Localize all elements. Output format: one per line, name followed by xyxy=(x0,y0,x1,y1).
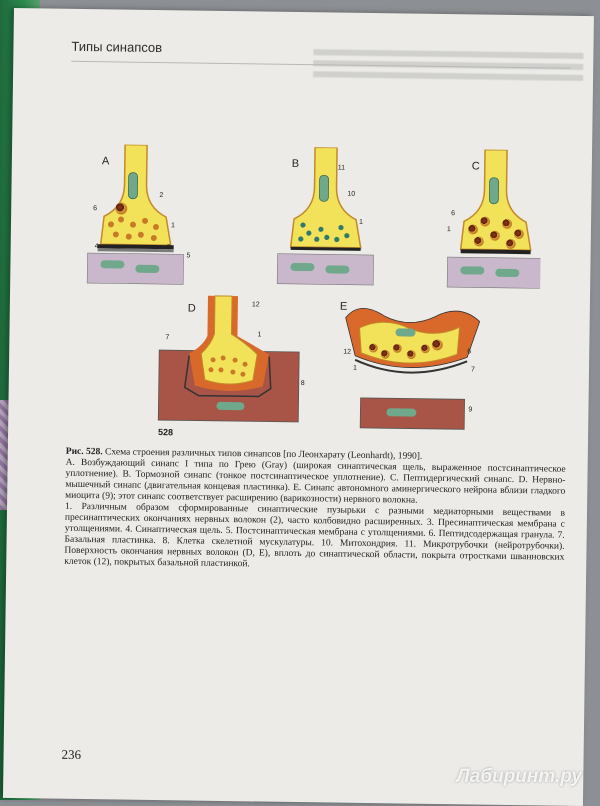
panel-c xyxy=(446,149,542,288)
panel-label-c: C xyxy=(471,160,480,173)
plate-number: 528 xyxy=(158,427,174,438)
panel-e xyxy=(338,301,480,430)
label-e-7: 7 xyxy=(470,366,475,374)
label-a-6: 6 xyxy=(93,205,98,213)
label-d-12: 12 xyxy=(251,301,260,309)
label-a-4: 4 xyxy=(94,243,99,251)
panel-b xyxy=(277,147,375,285)
label-b-11: 11 xyxy=(337,164,346,172)
caption-paragraph-1: A. Возбуждающий синапс I типа по Грею (Gray) (широкая синаптическая щель, выраженное постсинаптическое уплотнение). B. Тормозной синапс (тонкое постсинаптическое уплотнение). C. Пептидергический синапс. D. Нервно-мышечный синапс (двигательная концевая пластинка). E. Синапс автономного аминергического нейрона вблизи гладкого миоцита (9); этот синапс соответствует расширению (варикозности) нервного волокна. xyxy=(65,457,566,506)
panel-label-a: A xyxy=(101,155,110,168)
label-b-10: 10 xyxy=(347,190,356,198)
book-page xyxy=(3,8,594,806)
label-e-1: 1 xyxy=(352,364,357,372)
panel-label-d: D xyxy=(187,302,196,315)
label-d-8: 8 xyxy=(300,380,305,388)
caption-fig-label: Рис. 528. xyxy=(65,446,103,458)
watermark-logo: Лабиринт.ру xyxy=(456,766,582,787)
panel-label-e: E xyxy=(339,300,348,313)
page-number: 236 xyxy=(61,746,82,763)
label-a-1: 1 xyxy=(170,222,175,230)
label-d-7: 7 xyxy=(165,334,170,342)
label-e-12: 12 xyxy=(343,348,352,356)
synapse-figure xyxy=(68,144,542,446)
caption-fig-title: Схема строения различных типов синапсов [по Леонхарату (Leonhardt), 1990]. xyxy=(104,447,423,462)
label-c-6: 6 xyxy=(451,210,456,218)
label-a-3: 3 xyxy=(166,244,171,252)
figure-caption xyxy=(64,447,566,575)
panel-d xyxy=(158,295,306,439)
label-d-1: 1 xyxy=(257,331,262,339)
panel-a xyxy=(87,144,192,284)
label-c-1: 1 xyxy=(446,226,451,234)
label-a-5: 5 xyxy=(186,252,191,260)
panel-label-b: B xyxy=(291,157,300,170)
caption-paragraph-2: 1. Различным образом сформированные синаптические пузырьки с разными медиаторными веществами в пресинаптических окончаниях нервных волокон (2), часто колбовидно расширенных. 3. Пресинаптическая мембрана с утолщениями. 4. Синаптическая щель. 5. Постсинаптическая мембрана с утолщениями. 6. Пептидсодержащая гранула. 7. Базальная пластинка. 8. Клетка скелетной мускулатуры. 10. Митохондрия. 11. Микротрубочки (нейротрубочки). Поверхность окончания нервных волокон (D, E), вплоть до синаптической области, покрыта отростками шванновских клеток (12), покрытых базальной пластинкой. xyxy=(64,501,566,570)
label-a-2: 2 xyxy=(159,192,164,200)
label-e-6: 6 xyxy=(467,348,472,356)
section-title: Типы синапсов xyxy=(71,38,163,56)
label-b-1: 1 xyxy=(358,218,363,226)
label-e-9: 9 xyxy=(468,406,473,414)
